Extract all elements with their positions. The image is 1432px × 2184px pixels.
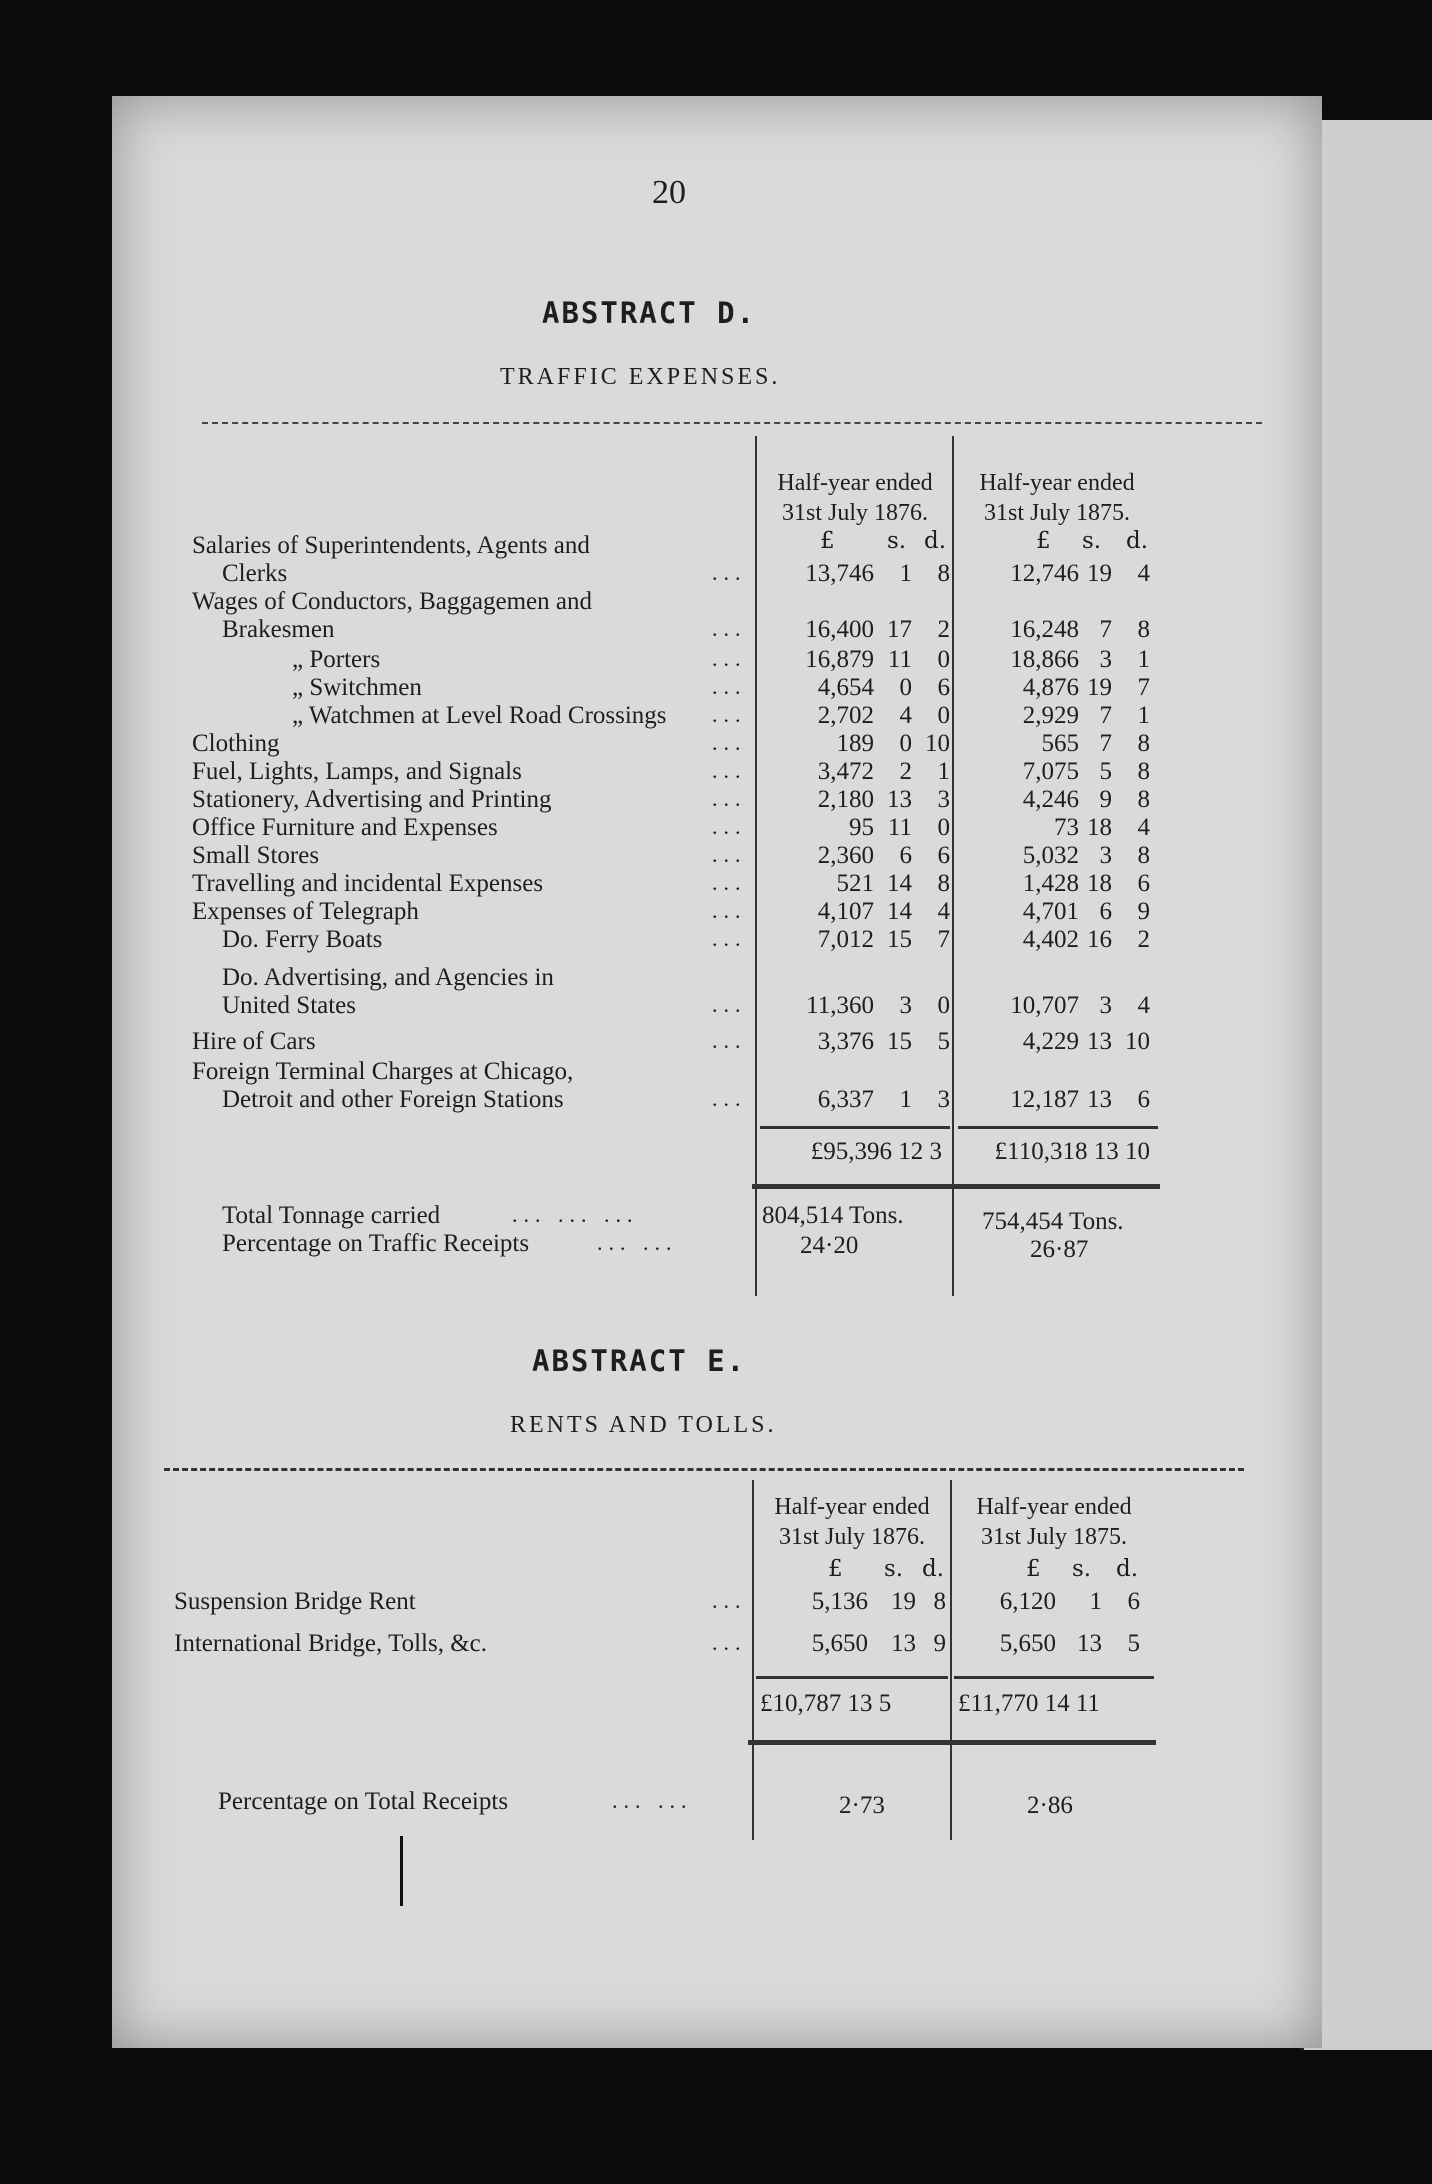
row-label: Fuel, Lights, Lamps, and Signals bbox=[192, 758, 522, 785]
shillings-cell: 7 bbox=[1099, 730, 1112, 757]
pounds-cell: 7,012 bbox=[817, 926, 874, 953]
pounds-cell: 5,650 bbox=[999, 1630, 1056, 1657]
traffic-percentage-label: Percentage on Traffic Receipts bbox=[222, 1230, 530, 1257]
pounds-cell: 1,428 bbox=[1022, 870, 1079, 897]
row-label-continued: Clerks bbox=[222, 560, 288, 587]
abstract-e-col2-divider bbox=[950, 1480, 952, 1840]
row-label: Do. Ferry Boats bbox=[222, 926, 383, 953]
abstract-e-double-rule-2 bbox=[950, 1740, 1156, 1745]
leader-dots: ... bbox=[712, 702, 747, 727]
leader-dots: ... bbox=[712, 646, 747, 671]
pounds-cell: 2,929 bbox=[1022, 702, 1079, 729]
abstract-d-col1-header: Half-year ended 31st July 1876. bbox=[777, 470, 933, 526]
abstract-d-double-rule-2 bbox=[954, 1184, 1160, 1189]
shillings-cell: 14 bbox=[887, 870, 912, 897]
shillings-cell: 1 bbox=[899, 1086, 912, 1113]
abstract-e-total-rule-1 bbox=[756, 1676, 948, 1679]
table-row bbox=[112, 588, 1322, 644]
shillings-cell: 6 bbox=[899, 842, 912, 869]
pence-cell: 0 bbox=[937, 646, 950, 673]
table-row bbox=[112, 870, 1322, 898]
pence-cell: 8 bbox=[1137, 842, 1150, 869]
shillings-cell: 16 bbox=[1087, 926, 1112, 953]
shillings-cell: 11 bbox=[887, 646, 912, 673]
shillings-cell: 14 bbox=[887, 898, 912, 925]
table-row bbox=[112, 814, 1322, 842]
leader-dots: ... bbox=[712, 1086, 747, 1111]
shillings-cell: 13 bbox=[887, 786, 912, 813]
pounds-cell: 4,402 bbox=[1022, 926, 1079, 953]
shillings-cell: 13 bbox=[1077, 1630, 1102, 1657]
shillings-cell: 19 bbox=[1087, 674, 1112, 701]
pence-cell: 5 bbox=[937, 1028, 950, 1055]
abstract-e-subtitle: RENTS AND TOLLS. bbox=[510, 1412, 777, 1438]
leader-dots: ... bbox=[712, 842, 747, 867]
pounds-cell: 13,746 bbox=[805, 560, 874, 587]
pence-cell: 8 bbox=[933, 1588, 946, 1615]
pence-cell: 4 bbox=[1137, 560, 1150, 587]
abstract-e-title: ABSTRACT E. bbox=[532, 1344, 747, 1378]
pence-cell: 10 bbox=[1125, 1028, 1150, 1055]
pounds-cell: 4,876 bbox=[1022, 674, 1079, 701]
shillings-cell: 18 bbox=[1087, 870, 1112, 897]
abstract-e-top-rule bbox=[164, 1468, 1244, 1471]
abstract-d-col2-header: Half-year ended 31st July 1875. bbox=[979, 470, 1135, 526]
pence-cell: 1 bbox=[1137, 702, 1150, 729]
pence-cell: 7 bbox=[937, 926, 950, 953]
table-row bbox=[112, 646, 1322, 674]
leader-dots: ... bbox=[712, 926, 747, 951]
pence-cell: 7 bbox=[1137, 674, 1150, 701]
pounds-cell: 6,120 bbox=[999, 1588, 1056, 1615]
traffic-percentage-dots: ... ... bbox=[597, 1230, 678, 1255]
row-label: „ Switchmen bbox=[292, 674, 422, 701]
leader-dots: ... bbox=[712, 1630, 747, 1655]
tonnage-dots: ... ... ... bbox=[512, 1202, 639, 1227]
pounds-cell: 73 bbox=[1054, 814, 1079, 841]
tonnage-1876: 804,514 Tons. bbox=[762, 1202, 904, 1229]
row-label: Office Furniture and Expenses bbox=[192, 814, 498, 841]
shillings-cell: 15 bbox=[887, 926, 912, 953]
row-label: „ Porters bbox=[292, 646, 381, 673]
tonnage-1875: 754,454 Tons. bbox=[982, 1208, 1124, 1235]
leader-dots: ... bbox=[712, 870, 747, 895]
pounds-cell: 4,701 bbox=[1022, 898, 1079, 925]
table-row bbox=[112, 758, 1322, 786]
leader-dots: ... bbox=[712, 616, 747, 641]
abstract-d-title: ABSTRACT D. bbox=[542, 296, 757, 330]
pounds-cell: 4,654 bbox=[817, 674, 874, 701]
receipts-percentage-1876: 2·73 bbox=[839, 1792, 885, 1819]
abstract-d-top-rule bbox=[202, 422, 1262, 424]
pence-cell: 6 bbox=[1137, 870, 1150, 897]
abstract-e-total-1876: £10,787 13 5 bbox=[760, 1690, 892, 1717]
pence-cell: 4 bbox=[937, 898, 950, 925]
table-row bbox=[112, 786, 1322, 814]
abstract-e-total-rule-2 bbox=[954, 1676, 1154, 1679]
leader-dots: ... bbox=[712, 1028, 747, 1053]
table-row bbox=[112, 898, 1322, 926]
abstract-e-total-1875: £11,770 14 11 bbox=[958, 1690, 1100, 1717]
shillings-cell: 5 bbox=[1099, 758, 1112, 785]
pencil-mark bbox=[400, 1836, 403, 1906]
row-label: International Bridge, Tolls, &c. bbox=[174, 1630, 488, 1657]
row-label: Suspension Bridge Rent bbox=[174, 1588, 416, 1615]
pence-cell: 8 bbox=[1137, 758, 1150, 785]
table-row bbox=[112, 1058, 1322, 1114]
traffic-percentage-1875: 26·87 bbox=[1030, 1236, 1089, 1263]
receipts-percentage-label: Percentage on Total Receipts bbox=[218, 1788, 509, 1815]
abstract-d-total-rule-1 bbox=[760, 1126, 950, 1129]
leader-dots: ... bbox=[712, 560, 747, 585]
shillings-cell: 4 bbox=[899, 702, 912, 729]
row-label: Travelling and incidental Expenses bbox=[192, 870, 544, 897]
pence-cell: 8 bbox=[937, 560, 950, 587]
row-label-continued: Brakesmen bbox=[222, 616, 335, 643]
pence-cell: 0 bbox=[937, 702, 950, 729]
abstract-e-col2-header: Half-year ended 31st July 1875. bbox=[976, 1494, 1132, 1550]
traffic-percentage-1876: 24·20 bbox=[800, 1232, 859, 1259]
pounds-cell: 4,229 bbox=[1022, 1028, 1079, 1055]
row-label: Salaries of Superintendents, Agents and bbox=[192, 532, 590, 559]
shillings-cell: 7 bbox=[1099, 616, 1112, 643]
table-row bbox=[112, 730, 1322, 758]
pence-cell: 8 bbox=[1137, 730, 1150, 757]
table-row bbox=[112, 1630, 1322, 1658]
shillings-cell: 19 bbox=[891, 1588, 916, 1615]
pounds-cell: 5,136 bbox=[811, 1588, 868, 1615]
pence-cell: 8 bbox=[1137, 616, 1150, 643]
pence-cell: 3 bbox=[937, 1086, 950, 1113]
row-label: „ Watchmen at Level Road Crossings bbox=[292, 702, 667, 729]
tonnage-label: Total Tonnage carried bbox=[222, 1202, 441, 1229]
pounds-cell: 12,187 bbox=[1010, 1086, 1079, 1113]
receipts-percentage-dots: ... ... bbox=[612, 1788, 693, 1813]
abstract-d-units: £ s. d. £ s. d. bbox=[820, 528, 1149, 554]
pounds-cell: 5,650 bbox=[811, 1630, 868, 1657]
shillings-cell: 6 bbox=[1099, 898, 1112, 925]
row-label: Foreign Terminal Charges at Chicago, bbox=[192, 1058, 574, 1085]
abstract-d-total-1876: £95,396 12 3 bbox=[810, 1138, 942, 1165]
leader-dots: ... bbox=[712, 730, 747, 755]
pounds-cell: 3,472 bbox=[817, 758, 874, 785]
pounds-cell: 5,032 bbox=[1022, 842, 1079, 869]
shillings-cell: 13 bbox=[1087, 1028, 1112, 1055]
row-label: Expenses of Telegraph bbox=[192, 898, 419, 925]
shillings-cell: 0 bbox=[899, 674, 912, 701]
leader-dots: ... bbox=[712, 758, 747, 783]
pence-cell: 3 bbox=[937, 786, 950, 813]
pounds-cell: 12,746 bbox=[1010, 560, 1079, 587]
table-row bbox=[112, 926, 1322, 954]
pence-cell: 9 bbox=[1137, 898, 1150, 925]
shillings-cell: 13 bbox=[1087, 1086, 1112, 1113]
abstract-d-total-1875: £110,318 13 10 bbox=[994, 1138, 1150, 1165]
pence-cell: 2 bbox=[937, 616, 950, 643]
row-label-continued: Detroit and other Foreign Stations bbox=[222, 1086, 564, 1113]
shillings-cell: 7 bbox=[1099, 702, 1112, 729]
pence-cell: 8 bbox=[1137, 786, 1150, 813]
row-label: Clothing bbox=[192, 730, 280, 757]
leader-dots: ... bbox=[712, 674, 747, 699]
abstract-d-double-rule-1 bbox=[752, 1184, 954, 1189]
pence-cell: 6 bbox=[1127, 1588, 1140, 1615]
shillings-cell: 15 bbox=[887, 1028, 912, 1055]
table-row bbox=[112, 964, 1322, 1020]
row-label: Small Stores bbox=[192, 842, 320, 869]
pence-cell: 2 bbox=[1137, 926, 1150, 953]
pounds-cell: 10,707 bbox=[1010, 992, 1079, 1019]
shillings-cell: 19 bbox=[1087, 560, 1112, 587]
shillings-cell: 13 bbox=[891, 1630, 916, 1657]
document-page bbox=[112, 96, 1322, 2048]
pence-cell: 9 bbox=[933, 1630, 946, 1657]
pence-cell: 1 bbox=[937, 758, 950, 785]
pounds-cell: 2,360 bbox=[817, 842, 874, 869]
pence-cell: 4 bbox=[1137, 992, 1150, 1019]
pence-cell: 1 bbox=[1137, 646, 1150, 673]
shillings-cell: 1 bbox=[1089, 1588, 1102, 1615]
pounds-cell: 16,400 bbox=[805, 616, 874, 643]
pounds-cell: 6,337 bbox=[817, 1086, 874, 1113]
shillings-cell: 2 bbox=[899, 758, 912, 785]
pounds-cell: 16,879 bbox=[805, 646, 874, 673]
pence-cell: 0 bbox=[937, 814, 950, 841]
pounds-cell: 565 bbox=[1041, 730, 1079, 757]
row-label: Do. Advertising, and Agencies in bbox=[222, 964, 554, 991]
pounds-cell: 521 bbox=[836, 870, 874, 897]
table-row bbox=[112, 702, 1322, 730]
abstract-e-units: £ s. d. £ s. d. bbox=[828, 1556, 1139, 1582]
table-row bbox=[112, 1028, 1322, 1056]
shillings-cell: 3 bbox=[899, 992, 912, 1019]
page-number: 20 bbox=[652, 174, 686, 211]
row-label-continued: United States bbox=[222, 992, 357, 1019]
shillings-cell: 3 bbox=[1099, 842, 1112, 869]
abstract-e-col1-header: Half-year ended 31st July 1876. bbox=[774, 1494, 930, 1550]
table-row bbox=[112, 1588, 1322, 1616]
leader-dots: ... bbox=[712, 1588, 747, 1613]
leader-dots: ... bbox=[712, 814, 747, 839]
shillings-cell: 18 bbox=[1087, 814, 1112, 841]
receipts-percentage-1875: 2·86 bbox=[1027, 1792, 1073, 1819]
abstract-e-col1-divider bbox=[752, 1480, 754, 1840]
pounds-cell: 2,180 bbox=[817, 786, 874, 813]
pounds-cell: 95 bbox=[849, 814, 874, 841]
row-label: Hire of Cars bbox=[192, 1028, 316, 1055]
pence-cell: 6 bbox=[937, 842, 950, 869]
pounds-cell: 18,866 bbox=[1010, 646, 1079, 673]
shillings-cell: 1 bbox=[899, 560, 912, 587]
leader-dots: ... bbox=[712, 992, 747, 1017]
pounds-cell: 189 bbox=[836, 730, 874, 757]
pounds-cell: 7,075 bbox=[1022, 758, 1079, 785]
leader-dots: ... bbox=[712, 786, 747, 811]
shillings-cell: 9 bbox=[1099, 786, 1112, 813]
abstract-e-double-rule-1 bbox=[748, 1740, 952, 1745]
pounds-cell: 4,246 bbox=[1022, 786, 1079, 813]
table-row bbox=[112, 842, 1322, 870]
table-row bbox=[112, 674, 1322, 702]
abstract-d-subtitle: TRAFFIC EXPENSES. bbox=[500, 364, 781, 390]
pounds-cell: 2,702 bbox=[817, 702, 874, 729]
pounds-cell: 3,376 bbox=[817, 1028, 874, 1055]
pence-cell: 6 bbox=[1137, 1086, 1150, 1113]
row-label: Wages of Conductors, Baggagemen and bbox=[192, 588, 592, 615]
pence-cell: 4 bbox=[1137, 814, 1150, 841]
row-label: Stationery, Advertising and Printing bbox=[192, 786, 552, 813]
pence-cell: 8 bbox=[937, 870, 950, 897]
shillings-cell: 17 bbox=[887, 616, 912, 643]
pence-cell: 0 bbox=[937, 992, 950, 1019]
leader-dots: ... bbox=[712, 898, 747, 923]
shillings-cell: 3 bbox=[1099, 992, 1112, 1019]
pence-cell: 10 bbox=[925, 730, 950, 757]
pence-cell: 6 bbox=[937, 674, 950, 701]
pounds-cell: 4,107 bbox=[817, 898, 874, 925]
shillings-cell: 0 bbox=[899, 730, 912, 757]
pence-cell: 5 bbox=[1127, 1630, 1140, 1657]
shillings-cell: 3 bbox=[1099, 646, 1112, 673]
pounds-cell: 11,360 bbox=[806, 992, 874, 1019]
pounds-cell: 16,248 bbox=[1010, 616, 1079, 643]
abstract-d-total-rule-2 bbox=[958, 1126, 1158, 1129]
shillings-cell: 11 bbox=[887, 814, 912, 841]
